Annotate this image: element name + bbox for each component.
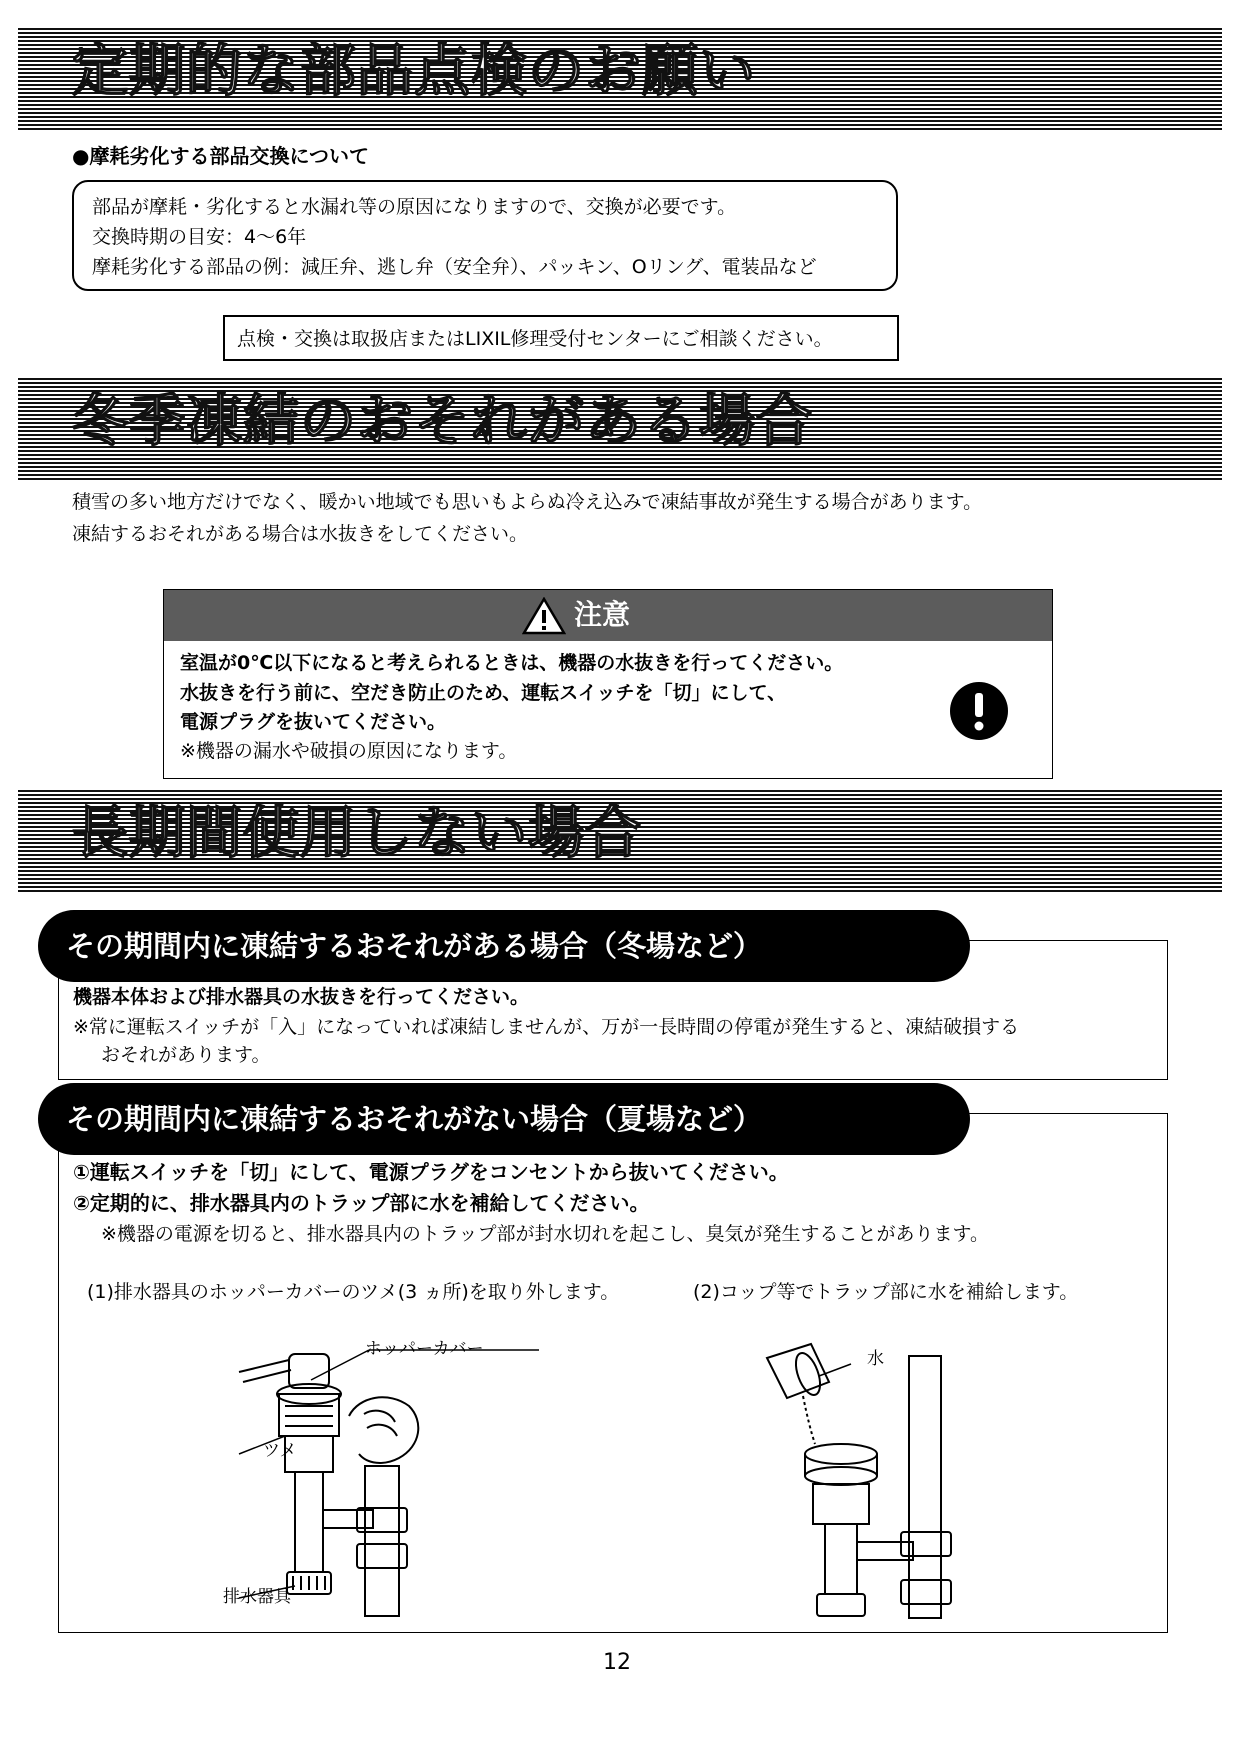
contact-note: 点検・交換は取扱店またはLIXIL修理受付センターにご相談ください。 xyxy=(237,328,833,350)
winter-banner xyxy=(18,378,1222,481)
freeze-note-1: ※常に運転スイッチが「入」になっていれば凍結しませんが、万が一長時間の停電が発生すると、凍結破損する xyxy=(73,1016,1020,1038)
freeze-bold-line: 機器本体および排水器具の水抜きを行ってください。 xyxy=(73,986,530,1008)
label-drain: 排水器具 xyxy=(223,1587,291,1607)
label-hopper-cover: ホッパーカバー xyxy=(365,1339,484,1359)
inspection-title: 定期的な部品点検のお願い xyxy=(72,39,756,104)
winter-line-2: 凍結するおそれがある場合は水抜きをしてください。 xyxy=(72,523,529,545)
inspection-banner xyxy=(18,28,1222,131)
unused-banner xyxy=(18,790,1222,893)
nofreeze-heading xyxy=(38,1083,970,1155)
nofreeze-section xyxy=(58,1113,1168,1633)
freeze-heading-text: その期間内に凍結するおそれがある場合（冬場など） xyxy=(66,929,763,963)
label-water: 水 xyxy=(867,1349,884,1369)
caution-header xyxy=(164,590,1052,641)
nofreeze-step-2: ②定期的に、排水器具内のトラップ部に水を補給してください。 xyxy=(73,1191,650,1215)
freeze-heading xyxy=(38,910,970,982)
label-claw: ツメ xyxy=(263,1441,297,1461)
exclamation-icon xyxy=(949,681,1009,741)
warning-triangle-icon xyxy=(522,597,566,635)
nofreeze-step-1: ①運転スイッチを「切」にして、電源プラグをコンセントから抜いてください。 xyxy=(73,1160,789,1184)
caution-label: 注意 xyxy=(574,598,631,631)
box-line-3: 摩耗劣化する部品の例：減圧弁、逃し弁（安全弁）、パッキン、Oリング、電装品など xyxy=(92,256,817,278)
caution-box xyxy=(163,589,1053,779)
nofreeze-heading-text: その期間内に凍結するおそれがない場合（夏場など） xyxy=(66,1102,763,1136)
caution-line-3: 電源プラグを抜いてください。 xyxy=(180,711,447,733)
winter-line-1: 積雪の多い地方だけでなく、暖かい地域でも思いもよらぬ冷え込みで凍結事故が発生する場合があります。 xyxy=(72,491,983,513)
box-line-2: 交換時期の目安：4～6年 xyxy=(92,226,307,248)
step2-caption: (2)コップ等でトラップ部に水を補給します。 xyxy=(693,1281,1079,1303)
parts-replacement-box xyxy=(72,180,898,291)
inspection-subheading: ●摩耗劣化する部品交換について xyxy=(72,144,370,168)
caution-line-2: 水抜きを行う前に、空だき防止のため、運転スイッチを「切」にして、 xyxy=(180,682,787,704)
hopper-cover-illustration xyxy=(199,1336,579,1621)
box-line-1: 部品が摩耗・劣化すると水漏れ等の原因になりますので、交換が必要です。 xyxy=(92,196,737,218)
freeze-note-2: おそれがあります。 xyxy=(101,1044,271,1066)
unused-title: 長期間使用しない場合 xyxy=(72,801,642,866)
nofreeze-note: ※機器の電源を切ると、排水器具内のトラップ部が封水切れを起こし、臭気が発生することがあります。 xyxy=(101,1223,990,1245)
caution-line-1: 室温が0℃以下になると考えられるときは、機器の水抜きを行ってください。 xyxy=(180,652,844,674)
water-refill-illustration xyxy=(759,1336,1019,1621)
contact-note-box xyxy=(223,315,899,361)
page-number: 12 xyxy=(603,1650,631,1675)
caution-note: ※機器の漏水や破損の原因になります。 xyxy=(180,740,518,762)
winter-title: 冬季凍結のおそれがある場合 xyxy=(72,389,813,454)
step1-caption: (1)排水器具のホッパーカバーのツメ(3 ヵ所)を取り外します。 xyxy=(87,1281,620,1303)
